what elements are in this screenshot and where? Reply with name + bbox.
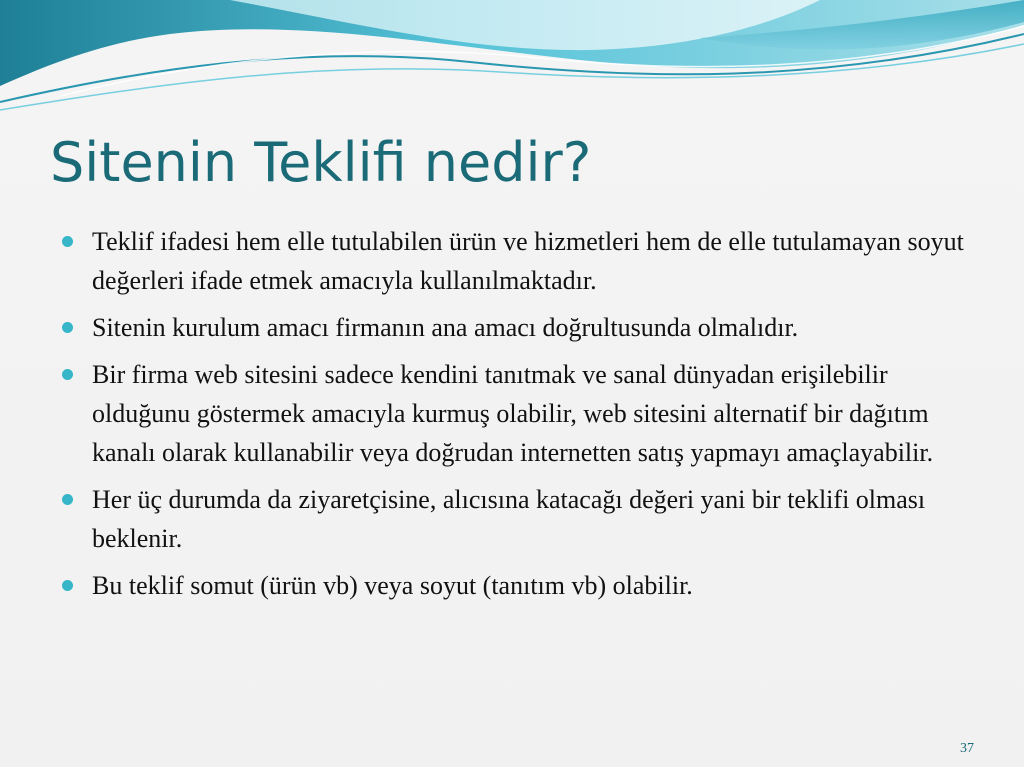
- bullet-dot-icon: [62, 369, 73, 380]
- bullet-text: Teklif ifadesi hem elle tutulabilen ürün ve hizmetleri hem de elle tutulamayan soyut değerleri ifade etmek amacıyla kullanılmaktadır.: [92, 227, 964, 295]
- page-number: 37: [960, 741, 974, 756]
- bullet-dot-icon: [62, 236, 73, 247]
- bullet-item: [62, 355, 977, 472]
- bullet-item: [62, 308, 977, 347]
- slide-title: Sitenin Teklifi nedir?: [50, 131, 592, 194]
- bullet-text: Sitenin kurulum amacı firmanın ana amacı doğrultusunda olmalıdır.: [92, 313, 799, 342]
- bullet-text: Bir firma web sitesini sadece kendini tanıtmak ve sanal dünyadan erişilebilir olduğunu göstermek amacıyla kurmuş olabilir, web sitesini alternatif bir dağıtım kanalı olarak kullanabilir veya doğrudan internetten satış yapmayı amaçlayabilir.: [92, 360, 934, 467]
- bullet-dot-icon: [62, 322, 73, 333]
- wave-header-decoration: [0, 0, 1024, 120]
- bullet-item: [62, 222, 977, 300]
- bullet-dot-icon: [62, 580, 73, 591]
- bullet-text: Bu teklif somut (ürün vb) veya soyut (tanıtım vb) olabilir.: [92, 571, 693, 600]
- bullet-list: [62, 222, 977, 613]
- bullet-dot-icon: [62, 494, 73, 505]
- bullet-item: [62, 566, 977, 605]
- bullet-item: [62, 480, 977, 558]
- bullet-text: Her üç durumda da ziyaretçisine, alıcısına katacağı değeri yani bir teklifi olması beklenir.: [92, 485, 926, 553]
